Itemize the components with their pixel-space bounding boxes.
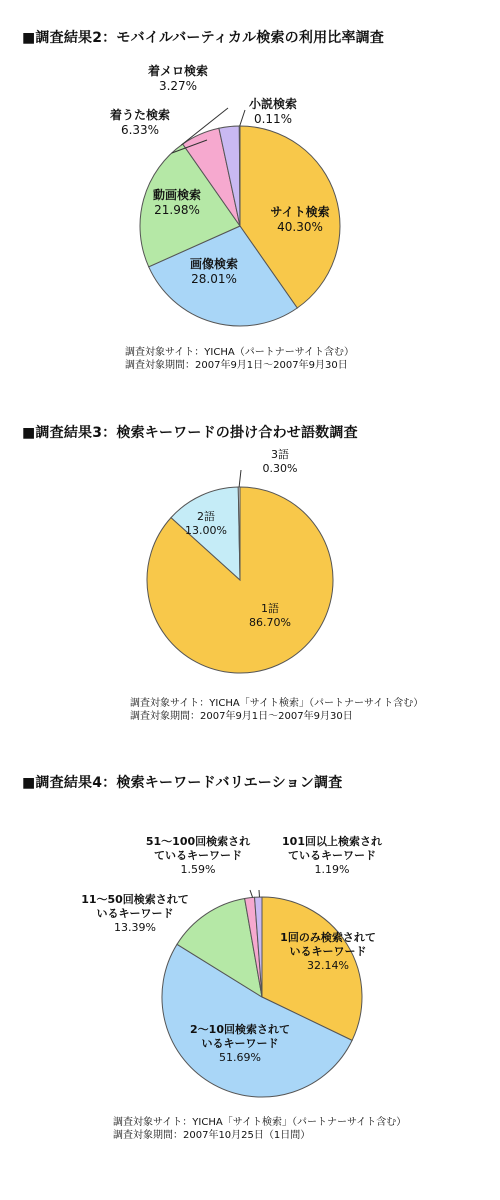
slice-category-label: いるキーワード (289, 945, 367, 958)
pie-slice (239, 126, 240, 226)
slice-percent-label: 40.30% (277, 220, 323, 234)
slice-category-label: 3語 (271, 448, 289, 461)
slice-category-label: 1語 (261, 602, 279, 615)
leader-line (240, 110, 245, 126)
slice-category-label: 画像検索 (189, 257, 239, 271)
survey-site-note: 調査対象サイト：YICHA「サイト検索」（パートナーサイト含む） (113, 1117, 407, 1128)
slice-percent-label: 1.59% (180, 863, 216, 876)
slice-percent-label: 0.30% (262, 462, 298, 475)
slice-percent-label: 86.70% (249, 616, 291, 629)
slice-percent-label: 1.19% (314, 863, 350, 876)
slice-percent-label: 6.33% (120, 123, 160, 137)
leader-line (239, 470, 241, 487)
slice-category-label: 2語 (197, 510, 215, 523)
pie-chart (0, 0, 500, 400)
chart-section-keyword-variation (0, 760, 500, 1200)
slice-percent-label: 32.14% (307, 959, 349, 972)
survey-period-note: 調査対象期間：2007年10月25日（1日間） (113, 1130, 311, 1141)
chart-title: ■調査結果3：検索キーワードの掛け合わせ語数調査 (22, 425, 358, 441)
slice-category-label: 小説検索 (248, 97, 298, 111)
chart-section-usage-ratio (0, 0, 500, 400)
survey-period-note: 調査対象期間：2007年9月1日～2007年9月30日 (130, 711, 353, 722)
slice-category-label: いるキーワード (96, 907, 174, 920)
slice-category-label: 51～100回検索され (145, 835, 251, 848)
chart-section-keyword-count (0, 400, 500, 750)
slice-category-label: 着うた検索 (109, 108, 171, 122)
slice-category-label: 1回のみ検索されて (280, 931, 376, 944)
survey-site-note: 調査対象サイト：YICHA「サイト検索」（パートナーサイト含む） (130, 698, 424, 709)
slice-percent-label: 0.11% (253, 112, 293, 126)
slice-category-label: ているキーワード (154, 849, 242, 862)
chart-title: ■調査結果4：検索キーワードバリエーション調査 (22, 775, 343, 791)
slice-percent-label: 51.69% (219, 1051, 261, 1064)
slice-category-label: 101回以上検索され (282, 835, 382, 848)
slice-category-label: 動画検索 (152, 188, 202, 202)
slice-category-label: サイト検索 (270, 205, 330, 219)
leader-line (250, 890, 253, 897)
survey-site-note: 調査対象サイト：YICHA（パートナーサイト含む） (125, 347, 355, 358)
slice-category-label: ているキーワード (288, 849, 376, 862)
slice-percent-label: 13.00% (185, 524, 227, 537)
chart-title: ■調査結果2：モバイルバーティカル検索の利用比率調査 (22, 30, 385, 46)
slice-percent-label: 13.39% (114, 921, 156, 934)
slice-percent-label: 28.01% (191, 272, 237, 286)
slice-category-label: 11～50回検索されて (81, 893, 189, 906)
slice-category-label: 2～10回検索されて (190, 1023, 290, 1036)
slice-percent-label: 3.27% (158, 79, 198, 93)
survey-period-note: 調査対象期間：2007年9月1日～2007年9月30日 (125, 360, 348, 371)
slice-category-label: いるキーワード (201, 1037, 279, 1050)
slice-category-label: 着メロ検索 (147, 64, 209, 78)
slice-percent-label: 21.98% (154, 203, 200, 217)
